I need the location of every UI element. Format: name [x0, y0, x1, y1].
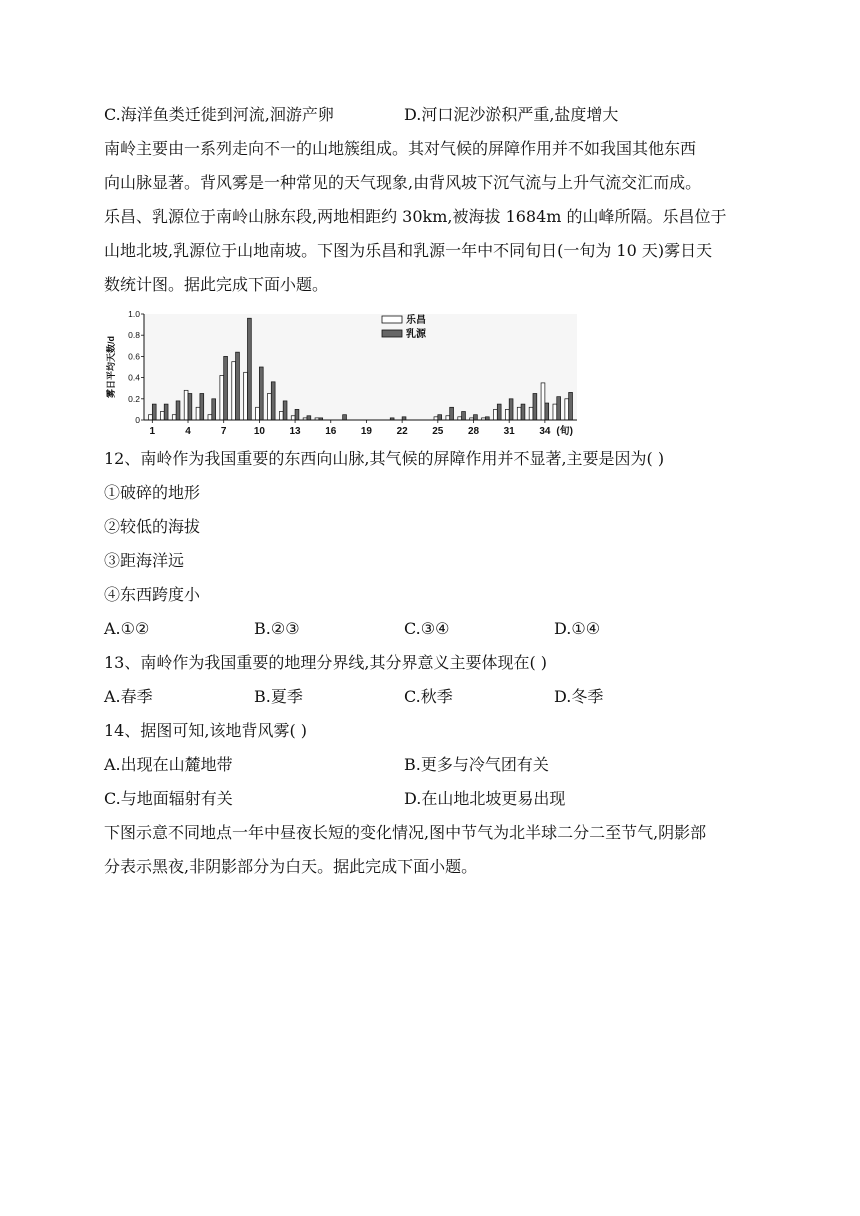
question-13-stem: 13、南岭作为我国重要的地理分界线,其分界意义主要体现在( ): [104, 653, 548, 672]
legend-swatch: [382, 330, 402, 337]
bar: [267, 394, 271, 421]
x-tick-label: 10: [253, 426, 265, 437]
bar: [164, 404, 168, 420]
question-12-item: ②较低的海拔: [104, 517, 201, 536]
y-tick-label: 0.2: [128, 393, 140, 404]
bar: [343, 415, 347, 420]
bar: [236, 352, 240, 420]
question-12-item: ④东西跨度小: [104, 585, 201, 604]
bar: [295, 409, 299, 420]
bar: [307, 416, 311, 420]
y-axis-label: 雾日平均天数/d: [106, 336, 116, 398]
y-tick-label: 0: [135, 415, 140, 425]
bar: [529, 407, 533, 420]
bar: [212, 399, 216, 420]
bar: [271, 382, 275, 420]
bar: [152, 404, 156, 420]
passage-line: 乐昌、乳源位于南岭山脉东段,两地相距约 30km,被海拔 1684m 的山峰所隔。乐昌位于: [104, 207, 727, 226]
x-tick-label: 28: [467, 426, 480, 437]
x-tick-label: 22: [396, 426, 408, 437]
x-tick-label: 34: [539, 426, 551, 437]
x-tick-label: 7: [220, 426, 227, 437]
bar: [149, 415, 153, 420]
question-14-option-a[interactable]: A.出现在山麓地带: [104, 755, 233, 774]
question-12-option-b[interactable]: B.②③: [254, 619, 300, 638]
bar: [172, 415, 176, 420]
question-14-option-c[interactable]: C.与地面辐射有关: [104, 789, 233, 808]
question-14-option-b[interactable]: B.更多与冷气团有关: [404, 755, 549, 774]
question-12-option-d[interactable]: D.①④: [554, 619, 601, 638]
passage-line: 下图示意不同地点一年中昼夜长短的变化情况,图中节气为北半球二分二至节气,阴影部: [104, 823, 707, 842]
question-13-option-b[interactable]: B.夏季: [254, 687, 303, 706]
bar: [462, 412, 466, 420]
bar: [541, 383, 545, 420]
bar: [509, 399, 513, 420]
bar: [208, 415, 212, 420]
passage-line: 山地北坡,乳源位于山地南坡。下图为乐昌和乳源一年中不同旬日(一旬为 10 天)雾日天: [104, 241, 713, 260]
x-tick-label: 25: [432, 426, 444, 437]
question-13-option-a[interactable]: A.春季: [104, 687, 153, 706]
bar: [291, 416, 295, 420]
bar: [497, 404, 501, 420]
bar: [283, 401, 287, 420]
question-12-option-a[interactable]: A.①②: [104, 619, 150, 638]
bar: [196, 407, 200, 420]
y-tick-label: 1.0: [128, 309, 140, 319]
bar: [176, 401, 180, 420]
bar: [184, 390, 188, 420]
passage-line: 数统计图。据此完成下面小题。: [104, 275, 329, 294]
bar: [438, 415, 442, 420]
bar: [450, 407, 454, 420]
bar: [493, 409, 497, 420]
bar: [446, 416, 450, 420]
y-tick-label: 0.4: [128, 372, 140, 383]
x-tick-label: 19: [360, 426, 373, 437]
question-12-item: ③距海洋远: [104, 551, 185, 570]
bar: [247, 318, 251, 420]
fog-days-chart: [104, 306, 584, 441]
bar: [517, 407, 521, 420]
x-tick-label: 16: [325, 426, 337, 437]
y-tick-label: 0.6: [128, 351, 140, 362]
question-13-option-d[interactable]: D.冬季: [554, 687, 604, 706]
question-14-stem: 14、据图可知,该地背风雾( ): [104, 721, 308, 740]
question-14-option-d[interactable]: D.在山地北坡更易出现: [404, 789, 566, 808]
question-12-item: ①破碎的地形: [104, 483, 201, 502]
bar: [569, 392, 573, 420]
bar: [188, 394, 192, 421]
bar: [200, 394, 204, 421]
bar: [244, 372, 248, 420]
bar: [256, 407, 260, 420]
x-axis-unit: (旬): [556, 426, 574, 437]
bar: [220, 375, 224, 420]
x-tick-label: 31: [503, 426, 515, 437]
passage-line: 分表示黑夜,非阴影部分为白天。据此完成下面小题。: [104, 857, 478, 876]
question-12-stem: 12、南岭作为我国重要的东西向山脉,其气候的屏障作用并不显著,主要是因为( ): [104, 449, 665, 468]
bar: [232, 362, 236, 420]
bar: [474, 415, 478, 420]
legend-swatch: [382, 316, 402, 323]
bar: [224, 356, 228, 420]
passage-line: 向山脉显著。背风雾是一种常见的天气现象,由背风坡下沉气流与上升气流交汇而成。: [104, 173, 702, 192]
bar: [553, 404, 557, 420]
x-tick-label: 13: [289, 426, 301, 437]
passage-line: 南岭主要由一系列走向不一的山地簇组成。其对气候的屏障作用并不如我国其他东西: [104, 139, 697, 158]
bar: [160, 412, 164, 420]
legend-label: 乐昌: [406, 315, 426, 326]
question-12-option-c[interactable]: C.③④: [404, 619, 450, 638]
legend-label: 乳源: [406, 329, 426, 340]
bar: [557, 397, 561, 420]
x-tick-label: 4: [185, 426, 191, 437]
bar: [565, 399, 569, 420]
bar: [545, 403, 549, 420]
bar: [533, 394, 537, 421]
x-tick-label: 1: [149, 426, 156, 437]
question-13-option-c[interactable]: C.秋季: [404, 687, 453, 706]
bar: [505, 409, 509, 420]
option-d: D.河口泥沙淤积严重,盐度增大: [404, 105, 619, 124]
bar: [521, 404, 525, 420]
bar: [279, 412, 283, 420]
option-c: C.海洋鱼类迁徙到河流,洄游产卵: [104, 105, 334, 124]
y-tick-label: 0.8: [128, 330, 140, 341]
bar: [259, 367, 263, 420]
